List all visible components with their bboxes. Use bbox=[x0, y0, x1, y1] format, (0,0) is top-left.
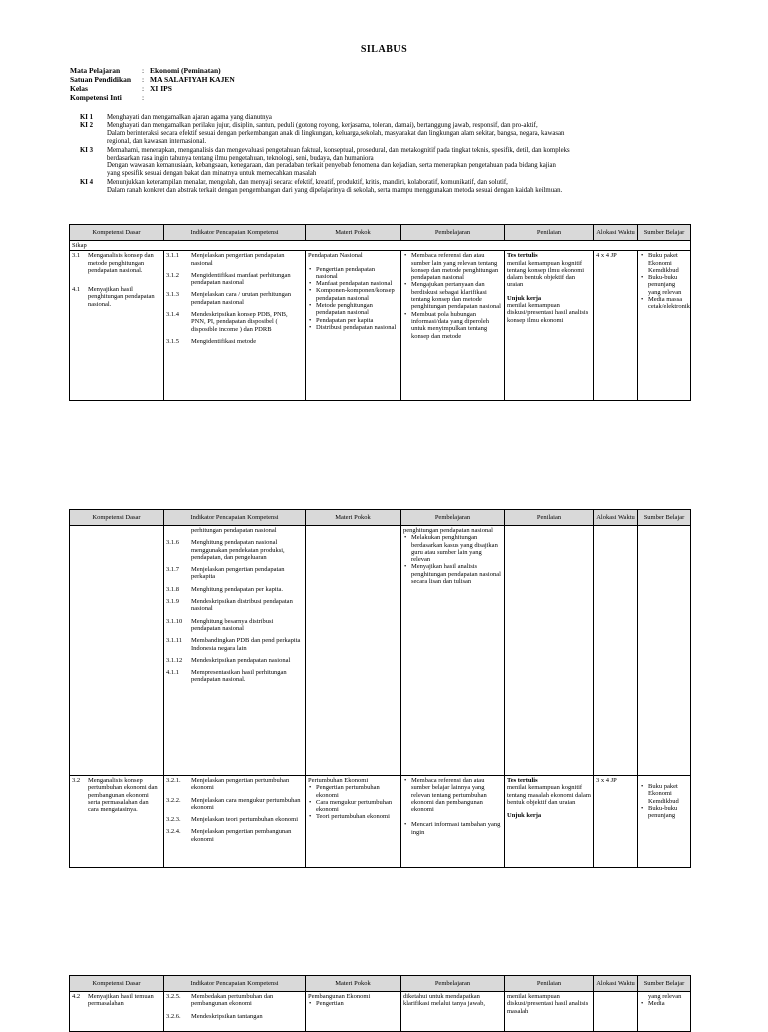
ki-code: KI 3 bbox=[80, 146, 94, 154]
ki-line: Menunjukkan keterampilan menalar, mengolah, dan menyaji secara: efektif, kreatif, produktif, kritis, mandiri, kolaboratif, komunikatif, dan solutif, bbox=[107, 178, 508, 186]
kerja-desc: menilai kemampuan diskusi/presentasi hasil analisis konsep ilmu ekonomi bbox=[507, 302, 589, 324]
ki-code: KI 2 bbox=[80, 122, 94, 130]
penilaian-continued: menilai kemampuan diskusi/presentasi hasil analisis masalah bbox=[507, 993, 589, 1015]
meta-key: Satuan Pendidikan bbox=[70, 75, 132, 84]
tes-label: Tes tertulis bbox=[507, 777, 538, 784]
materi-cell bbox=[306, 526, 401, 776]
sumber-list bbox=[640, 1000, 688, 1007]
ipk-cell bbox=[164, 526, 306, 776]
materi-title: Pertumbuhan Ekonomi bbox=[308, 777, 369, 784]
meta-key: Mata Pelajaran bbox=[70, 66, 121, 75]
syllabus-table-2 bbox=[69, 509, 691, 868]
materi-cell bbox=[306, 992, 401, 1032]
header-pembelajaran: Pembelajaran bbox=[401, 976, 505, 992]
ipk-item: 3.2.4. Menjelaskan pengertian pembangunan ekonomi bbox=[166, 828, 292, 843]
ki-line: Dengan wawasan kemanusiaan, kebangsaan, kenegaraan, dan peradaban terkait penyebab fenomena dan kejadian, serta menerapkan pengetahuan pada bidang kajian bbox=[107, 162, 556, 170]
materi-list bbox=[308, 266, 398, 332]
kd-cell bbox=[70, 776, 164, 868]
list-item: • Pendapatan per kapita bbox=[316, 317, 398, 324]
tes-desc: menilai kemampuan kognitif tentang konsep ilmu ekonomi dalam bentuk objektif dan uraian bbox=[507, 259, 585, 289]
meta-row: Kompetensi Inti : bbox=[70, 93, 145, 102]
list-item: • Pengertian pertumbuhan ekonomi bbox=[316, 784, 398, 799]
table-header-row bbox=[70, 510, 691, 526]
ki-item bbox=[80, 122, 696, 146]
pembelajaran-cell bbox=[401, 526, 505, 776]
penilaian-cell bbox=[505, 251, 594, 401]
list-item: • Distribusi pendapatan nasional bbox=[316, 324, 398, 331]
meta-row: Mata Pelajaran : Ekonomi (Peminatan) bbox=[70, 66, 221, 75]
kd-cell bbox=[70, 251, 164, 401]
list-item: • Teori pertumbuhan ekonomi bbox=[316, 813, 398, 820]
ipk-item: 3.1.1 Menjelaskan pengertian pendapatan nasional bbox=[166, 252, 285, 267]
meta-row: Kelas : XI IPS bbox=[70, 84, 172, 93]
ipk-item: 3.1.9 Mendeskripsikan distribusi pendapatan nasional bbox=[166, 598, 293, 613]
ipk-cell bbox=[164, 251, 306, 401]
ipk-item: 3.2.2. Menjelaskan cara mengukur pertumbuhan ekonomi bbox=[166, 796, 301, 811]
header-materi: Materi Pokok bbox=[306, 510, 401, 526]
sikap-row bbox=[70, 241, 691, 251]
pembelajaran-list bbox=[403, 534, 502, 585]
penilaian-cell bbox=[505, 776, 594, 868]
meta-value: XI IPS bbox=[150, 84, 172, 93]
ki-item bbox=[80, 114, 696, 122]
header-pembelajaran: Pembelajaran bbox=[401, 510, 505, 526]
list-item: • Media bbox=[648, 1000, 688, 1007]
list-item: • Buku-buku penunjang yang relevan bbox=[648, 274, 688, 296]
ki-line: berdasarkan rasa ingin tahunya tentang ilmu pengetahuan, teknologi, seni, budaya, dan humaniora bbox=[107, 154, 374, 162]
sumber-list bbox=[640, 252, 688, 310]
syllabus-table-1 bbox=[69, 224, 691, 401]
materi-title: Pembangunan Ekonomi bbox=[308, 993, 371, 1000]
header-penilaian: Penilaian bbox=[505, 225, 594, 241]
meta-value: MA SALAFIYAH KAJEN bbox=[150, 75, 235, 84]
sikap-label: Sikap bbox=[70, 241, 691, 251]
list-item: • Komponen-komponen/konsep pendapatan nasional bbox=[316, 287, 398, 302]
list-item: • Mencari informasi tambahan yang ingin bbox=[411, 821, 502, 836]
table-row bbox=[70, 526, 691, 776]
ipk-item: 3.1.12 Mendeskripsikan pendapatan nasional bbox=[166, 656, 291, 664]
ipk-item: 3.1.10 Menghitung besarnya distribusi pendapatan nasional bbox=[166, 617, 274, 632]
list-item: • Manfaat pendapatan nasional bbox=[316, 280, 398, 287]
pembelajaran-cell bbox=[401, 992, 505, 1032]
ki-line: Menghayati dan mengamalkan ajaran agama yang dianutnya bbox=[107, 114, 272, 121]
kd-item: 4.2 Menyajikan hasil temuan permasalahan bbox=[72, 993, 154, 1008]
ipk-item: 3.1.7 Menjelaskan pengertian pendapatan perkapita bbox=[166, 566, 285, 581]
ki-line: Dalam ranah konkret dan abstrak terkait dengan pengembangan dari yang dipelajarinya di sekolah, serta mampu menggunakan metoda sesuai dengan kaidah keilmuan. bbox=[107, 186, 563, 194]
ipk-item: 3.1.11 Membandingkan PDB dan pend perkapita Indonesia negara lain bbox=[166, 637, 301, 652]
header-materi: Materi Pokok bbox=[306, 976, 401, 992]
ki-item bbox=[80, 179, 696, 195]
alokasi-cell: 3 x 4 JP bbox=[594, 776, 638, 868]
ipk-item: 4.1.1 Mempresentasikan hasil perhitungan pendapatan nasional. bbox=[166, 669, 287, 684]
kompetensi-inti-list bbox=[80, 114, 696, 195]
ipk-item: 3.1.4 Mendeskripsikan konsep PDB, PNB, PNN, PI, pendapatan disposibel ( disposible income ) dan PDRB bbox=[166, 311, 288, 333]
materi-list bbox=[308, 784, 398, 820]
table-header-row bbox=[70, 225, 691, 241]
header-sumber: Sumber Belajar bbox=[638, 510, 691, 526]
pembelajaran-cell bbox=[401, 776, 505, 868]
materi-cell bbox=[306, 776, 401, 868]
header-alokasi: Alokasi Waktu bbox=[594, 510, 638, 526]
header-sumber: Sumber Belajar bbox=[638, 976, 691, 992]
header-materi: Materi Pokok bbox=[306, 225, 401, 241]
sumber-cell bbox=[638, 776, 691, 868]
kd-item: 4.1 Menyajikan hasil penghitungan pendapatan nasional. bbox=[72, 286, 155, 308]
ipk-item: 3.2.6. Mendeskripsikan tantangan bbox=[166, 1012, 263, 1020]
tes-label: Tes tertulis bbox=[507, 252, 538, 260]
ipk-item: 3.2.3. Menjelaskan teori pertumbuhan ekonomi bbox=[166, 816, 299, 824]
kd-item: 3.2 Menganalisis konsep pertumbuhan ekonomi dan pembangunan ekonomi serta permasalahan dan cara mengatasinya. bbox=[72, 777, 158, 814]
alokasi-cell bbox=[594, 992, 638, 1032]
header-indikator: Indikator Pencapaian Kompetensi bbox=[164, 510, 306, 526]
list-item: • Melakukan penghitungan berdasarkan kasus yang disajikan guru atau sumber lain yang relevan bbox=[411, 534, 502, 563]
ipk-item: perhitungan pendapatan nasional bbox=[191, 527, 277, 534]
ki-line: Dalam berinteraksi secara efektif sesuai dengan perkembangan anak di lingkungan, keluarga,sekolah, masyarakat dan lingkungan alam sekitar, bangsa, negara, kawasan bbox=[107, 130, 565, 138]
header-indikator: Indikator Pencapaian Kompetensi bbox=[164, 225, 306, 241]
list-item: • Membaca referensi dan atau sumber lain yang relevan tentang konsep dan metode penghitungan pendapatan nasional bbox=[411, 252, 502, 281]
ipk-cell bbox=[164, 776, 306, 868]
ipk-item: 3.1.2 Mengidentifikasi manfaat perhitungan pendapatan nasional bbox=[166, 271, 291, 287]
ki-code: KI 4 bbox=[80, 178, 94, 186]
header-sumber: Sumber Belajar bbox=[638, 225, 691, 241]
sumber-cell bbox=[638, 251, 691, 401]
list-item: • Pengertian pendapatan nasional bbox=[316, 266, 398, 281]
sumber-list bbox=[640, 783, 688, 819]
pembelajaran-list bbox=[403, 252, 502, 340]
alokasi-cell: 4 x 4 JP bbox=[594, 251, 638, 401]
ipk-item: 3.2.5. Membedakan pertumbuhan dan pembangunan ekonomi bbox=[166, 993, 274, 1008]
ipk-cell bbox=[164, 992, 306, 1032]
meta-info bbox=[70, 66, 235, 102]
kerja-label: Unjuk kerja bbox=[507, 812, 542, 820]
ki-line: regional, dan kawasan internasional. bbox=[107, 138, 207, 146]
kerja-label: Unjuk kerja bbox=[507, 294, 542, 302]
meta-value: Ekonomi (Peminatan) bbox=[150, 66, 221, 75]
list-item: • Media massa cetak/elektronik bbox=[648, 296, 688, 311]
syllabus-table-3 bbox=[69, 975, 691, 1032]
tes-desc: menilai kemampuan kognitif tentang masalah ekonomi dalam bentuk objektif dan uraian bbox=[507, 784, 591, 806]
materi-list bbox=[308, 1000, 398, 1007]
header-penilaian: Penilaian bbox=[505, 976, 594, 992]
header-kompetensi-dasar: Kompetensi Dasar bbox=[70, 510, 164, 526]
list-item: • Cara mengukur pertumbuhan ekonomi bbox=[316, 799, 398, 814]
kd-cell bbox=[70, 992, 164, 1032]
alokasi-cell bbox=[594, 526, 638, 776]
ipk-item: 3.1.8 Menghitung pendapatan per kapita. bbox=[166, 585, 284, 593]
meta-key: Kompetensi Inti bbox=[70, 93, 122, 102]
header-pembelajaran: Pembelajaran bbox=[401, 225, 505, 241]
ipk-item: 3.2.1. Menjelaskan pengertian pertumbuhan ekonomi bbox=[166, 777, 290, 792]
list-item: • Membaca referensi dan atau sumber belajar lainnya yang relevan tentang pertumbuhan ekonomi dan pembangunan ekonomi bbox=[411, 777, 502, 813]
ki-line: Menghayati dan mengamalkan perilaku jujur, disiplin, santun, peduli (gotong royong, kerjasama, toleran, damai), bertanggung jawab, responsif, dan pro-aktif, bbox=[107, 122, 538, 130]
sumber-cell bbox=[638, 526, 691, 776]
list-item: • Metode penghitungan pendapatan nasional bbox=[316, 302, 398, 317]
table-header-row bbox=[70, 976, 691, 992]
header-kompetensi-dasar: Kompetensi Dasar bbox=[70, 976, 164, 992]
penilaian-cell bbox=[505, 992, 594, 1032]
penilaian-cell bbox=[505, 526, 594, 776]
pembelajaran-continued: diketahui untuk mendapatkan klarifikasi melalui tanya jawab, bbox=[403, 993, 485, 1008]
pembelajaran-cell bbox=[401, 251, 505, 401]
ki-line: yang spesifik sesuai dengan bakat dan minatnya untuk memecahkan masalah bbox=[107, 170, 317, 178]
list-item: • Membuat pola hubungan informasi/data yang diperoleh untuk menyimpulkan tentang konsep dan metode bbox=[411, 311, 502, 340]
pembelajaran-list bbox=[403, 777, 502, 836]
header-indikator: Indikator Pencapaian Kompetensi bbox=[164, 976, 306, 992]
table-row bbox=[70, 776, 691, 868]
table-row bbox=[70, 992, 691, 1032]
sumber-continued: yang relevan bbox=[648, 993, 682, 1000]
header-alokasi: Alokasi Waktu bbox=[594, 976, 638, 992]
ipk-item: 3.1.6 Menghitung pendapatan nasional menggunakan pendekatan produksi, pendapatan, dan pengeluaran bbox=[166, 539, 285, 561]
materi-cell bbox=[306, 251, 401, 401]
pembelajaran-continued: penghitungan pendapatan nasional bbox=[403, 527, 493, 534]
meta-key: Kelas bbox=[70, 84, 88, 93]
header-penilaian: Penilaian bbox=[505, 510, 594, 526]
list-item: • Menyajikan hasil analisis penghitungan pendapatan nasional secara lisan dan tulisan bbox=[411, 563, 502, 585]
document-title: SILABUS bbox=[360, 44, 408, 55]
header-alokasi: Alokasi Waktu bbox=[594, 225, 638, 241]
header-kompetensi-dasar: Kompetensi Dasar bbox=[70, 225, 164, 241]
kd-item: 3.1 Menganalisis konsep dan metode penghitungan pendapatan nasional. bbox=[72, 252, 154, 274]
meta-row: Satuan Pendidikan : MA SALAFIYAH KAJEN bbox=[70, 75, 235, 84]
ipk-item: 3.1.5 Mengidentifikasi metode bbox=[166, 337, 257, 345]
ki-code: KI 1 bbox=[80, 114, 94, 121]
ipk-item: 3.1.3 Menjelaskan cara / urutan perhitungan pendapatan nasional bbox=[166, 291, 291, 306]
ki-item bbox=[80, 147, 696, 179]
list-item: • Buku paket Ekonomi Kemdikbud bbox=[648, 252, 688, 274]
list-item: • Buku-buku penunjang bbox=[648, 805, 688, 820]
list-item: • Mengajukan pertanyaan dan berdiskusi sebagai klarifikasi tentang konsep dan metode penghitungan pendapatan nasional bbox=[411, 281, 502, 310]
list-item: • Pengertian bbox=[316, 1000, 398, 1007]
kd-cell bbox=[70, 526, 164, 776]
table-row bbox=[70, 251, 691, 401]
list-item: • Buku paket Ekonomi Kemdikbud bbox=[648, 783, 688, 805]
materi-title: Pendapatan Nasional bbox=[308, 252, 363, 260]
ki-line: Memahami, menerapkan, menganalisis dan mengevaluasi pengetahuan faktual, konseptual, prosedural, dan metakognitif pada tingkat teknis, spesifik, detil, dan kompleks bbox=[107, 146, 570, 154]
sumber-cell bbox=[638, 992, 691, 1032]
